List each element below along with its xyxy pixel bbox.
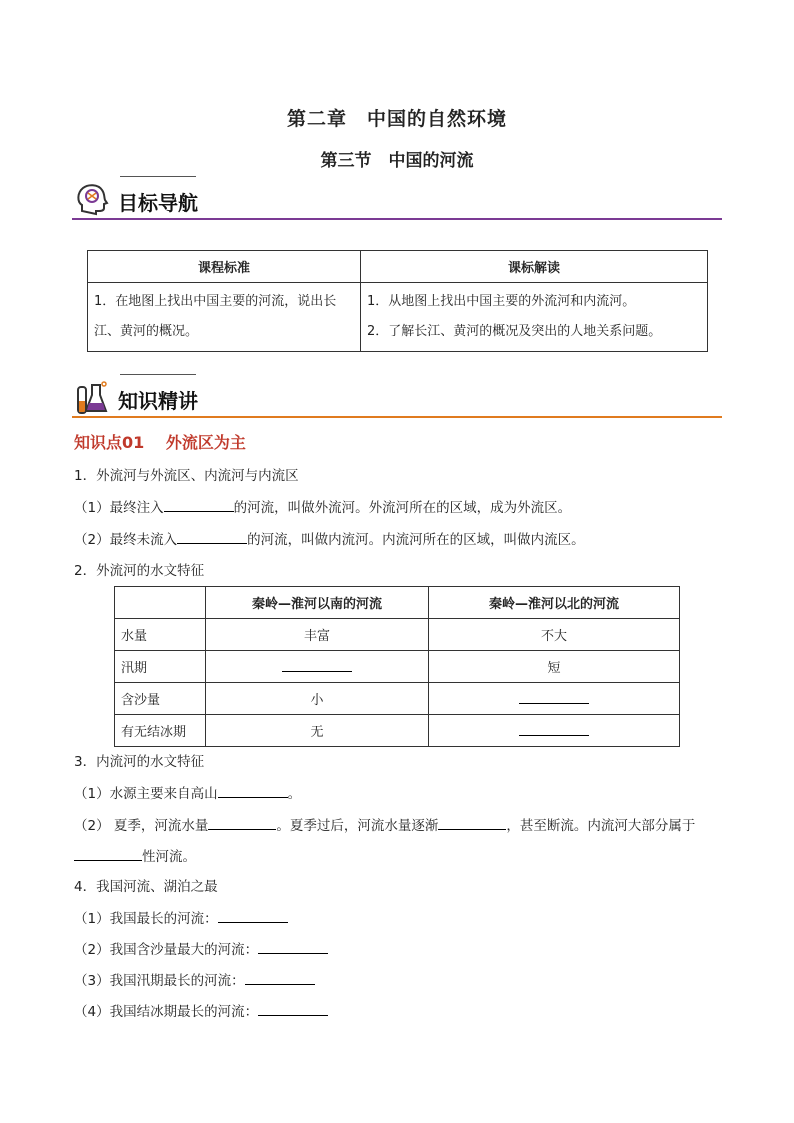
hydrology-table: [114, 586, 680, 747]
chapter-title: 第二章 中国的自然环境: [286, 108, 507, 130]
s1-heading: 1．外流河与外流区、内流河与内流区: [74, 468, 299, 484]
s3-line3-post: 性河流。: [142, 849, 196, 865]
standards-header-right: 课标解读: [361, 251, 708, 283]
standards-right-line: 2．了解长江、黄河的概况及突出的人地关系问题。: [367, 324, 662, 339]
standards-right-line: 1．从地图上找出中国主要的外流河和内流河。: [367, 294, 636, 309]
standards-header-left: 课程标准: [88, 251, 361, 283]
table-row: [115, 651, 680, 683]
hydrology-header-north: 秦岭—淮河以北的河流: [429, 587, 680, 619]
s1-line2-post: 的河流，叫做内流河。内流河所在的区域，叫做内流区。: [247, 532, 585, 548]
standards-left-line: 江、黄河的概况。: [94, 324, 199, 339]
cell-south: [206, 651, 429, 683]
s3-line1-post: 。: [287, 786, 302, 802]
fill-blank[interactable]: [438, 815, 506, 830]
knowledge-rule: [72, 416, 722, 418]
fill-blank[interactable]: [218, 908, 288, 923]
s4-heading: 4．我国河流、湖泊之最: [74, 879, 218, 895]
cell-north: [429, 715, 680, 747]
cell-north: 短: [429, 651, 680, 683]
s3-line3: [74, 846, 196, 867]
cell-south: 无: [206, 715, 429, 747]
banner-deco-line: [120, 176, 196, 177]
knowledge-banner-label: 知识精讲: [118, 389, 198, 413]
s1-line1: [74, 497, 571, 518]
hydrology-header-south: 秦岭—淮河以南的河流: [206, 587, 429, 619]
s1-line2: [74, 529, 585, 550]
fill-blank[interactable]: [208, 815, 276, 830]
s1-line1-pre: （1）最终注入: [74, 500, 164, 516]
fill-blank[interactable]: [282, 657, 352, 672]
fill-blank[interactable]: [218, 783, 288, 798]
section-title: 第三节 中国的河流: [320, 151, 474, 171]
kp1-title: 知识点01 外流区为主: [74, 433, 246, 452]
fill-blank[interactable]: [519, 689, 589, 704]
row-label: 有无结冰期: [115, 715, 206, 747]
goal-banner: [72, 176, 722, 220]
standards-left-cell: [88, 283, 361, 352]
s3-line2: [74, 815, 695, 836]
s4-item: [74, 1001, 328, 1022]
cell-north: 不大: [429, 619, 680, 651]
s1-line2-pre: （2）最终未流入: [74, 532, 178, 548]
s4-item: [74, 908, 288, 929]
s4-item-label: （4）我国结冰期最长的河流：: [74, 1004, 259, 1020]
cell-north: [429, 683, 680, 715]
cell-south: 小: [206, 683, 429, 715]
standards-left-line: 1．在地图上找出中国主要的河流，说出长: [94, 294, 337, 309]
s3-line2-pre: （2） 夏季，河流水量: [74, 818, 209, 834]
fill-blank[interactable]: [245, 970, 315, 985]
s4-item-label: （1）我国最长的河流：: [74, 911, 218, 927]
fill-blank[interactable]: [164, 497, 234, 512]
fill-blank[interactable]: [519, 721, 589, 736]
table-row: [115, 715, 680, 747]
head-brain-icon: [74, 181, 110, 217]
row-label: 水量: [115, 619, 206, 651]
goal-rule: [72, 218, 722, 220]
s1-line1-post: 的河流，叫做外流河。外流河所在的区域，成为外流区。: [233, 500, 572, 516]
s3-line1-pre: （1）水源主要来自高山: [74, 786, 218, 802]
fill-blank[interactable]: [177, 529, 247, 544]
table-row: [115, 683, 680, 715]
hydrology-header-empty: [115, 587, 206, 619]
table-row: [115, 619, 680, 651]
s4-item-label: （3）我国汛期最长的河流：: [74, 973, 245, 989]
s2-heading: 2．外流河的水文特征: [74, 563, 205, 579]
goal-banner-label: 目标导航: [118, 191, 198, 215]
standards-table: [87, 250, 708, 352]
cell-south: 丰富: [206, 619, 429, 651]
fill-blank[interactable]: [258, 1001, 328, 1016]
standards-right-cell: [361, 283, 708, 352]
banner-deco-line: [120, 374, 196, 375]
s4-item: [74, 970, 315, 991]
s4-item-label: （2）我国含沙量最大的河流：: [74, 942, 259, 958]
s3-line2-mid: 。夏季过后，河流水量逐渐: [276, 818, 439, 834]
lab-flask-icon: [74, 379, 110, 415]
row-label: 含沙量: [115, 683, 206, 715]
s3-heading: 3．内流河的水文特征: [74, 754, 205, 770]
fill-blank[interactable]: [74, 846, 142, 861]
knowledge-banner: [72, 374, 722, 418]
s4-item: [74, 939, 328, 960]
fill-blank[interactable]: [258, 939, 328, 954]
s3-line2-post: ，甚至断流。内流河大部分属于: [506, 818, 696, 834]
row-label: 汛期: [115, 651, 206, 683]
s3-line1: [74, 783, 301, 804]
